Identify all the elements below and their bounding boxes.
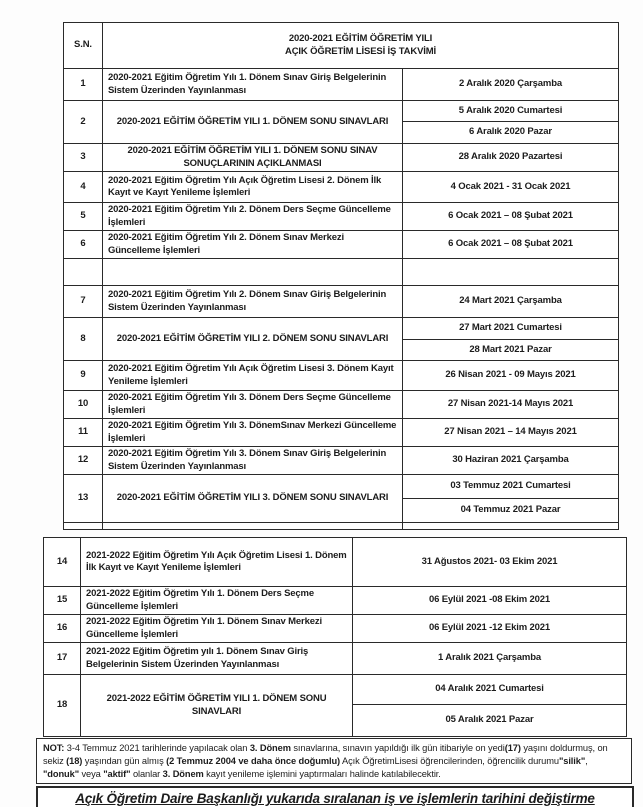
row-number-cell: 7: [64, 286, 103, 318]
activity-cell: 2020-2021 Eğitim Öğretim Yılı 1. Dönem Sınav Giriş Belgelerinin Sistem Üzerinden Yayınlanması: [103, 69, 403, 101]
activity-cell: 2021-2022 Eğitim Öğretim Yılı 1. Dönem Sınav Merkezi Güncelleme İşlemleri: [81, 615, 353, 643]
table-row: [64, 286, 619, 318]
empty-cell: [103, 523, 403, 530]
date-cell: 27 Nisan 2021 – 14 Mayıs 2021: [403, 419, 619, 447]
empty-cell: [403, 523, 619, 530]
row-number-cell: 14: [44, 538, 81, 587]
row-number-cell: 13: [64, 475, 103, 523]
row-number-cell: 5: [64, 203, 103, 231]
date-cell: 5 Aralık 2020 Cumartesi: [403, 101, 619, 122]
activity-cell: 2021-2022 Eğitim Öğretim Yılı 1. Dönem Ders Seçme Güncelleme İşlemleri: [81, 587, 353, 615]
activity-cell: 2020-2021 EĞİTİM ÖĞRETİM YILI 3. DÖNEM SONU SINAVLARI: [103, 475, 403, 523]
activity-cell: 2021-2022 Eğitim Öğretim Yılı Açık Öğretim Lisesi 1. Dönem İlk Kayıt ve Kayıt Yenileme İşlemleri: [81, 538, 353, 587]
table-header-row: [64, 23, 619, 69]
table-row: [64, 419, 619, 447]
date-cell: 06 Eylül 2021 -12 Ekim 2021: [353, 615, 627, 643]
activity-cell: 2020-2021 Eğitim Öğretim Yılı 3. Dönem Sınav Giriş Belgelerinin Sistem Üzerinden Yayınlanması: [103, 447, 403, 475]
table-row: [44, 675, 627, 705]
date-cell: 06 Eylül 2021 -08 Ekim 2021: [353, 587, 627, 615]
table-row: [64, 231, 619, 259]
note-label: NOT:: [43, 743, 65, 753]
activity-cell: 2020-2021 Eğitim Öğretim Yılı 2. Dönem Sınav Giriş Belgelerinin Sistem Üzerinden Yayınlanması: [103, 286, 403, 318]
footer-banner: [36, 786, 634, 807]
empty-cell: [64, 259, 103, 286]
calendar-table-2020-2021: [63, 22, 619, 530]
row-number-cell: 15: [44, 587, 81, 615]
date-cell: 28 Aralık 2020 Pazartesi: [403, 144, 619, 172]
table-row: [64, 172, 619, 203]
empty-cell: [103, 259, 403, 286]
table-row: [64, 203, 619, 231]
empty-cell: [403, 259, 619, 286]
date-cell: 27 Mart 2021 Cumartesi: [403, 318, 619, 340]
calendar-title-cell: [103, 23, 619, 69]
activity-cell: 2020-2021 Eğitim Öğretim Yılı 3. DönemSınav Merkezi Güncelleme İşlemleri: [103, 419, 403, 447]
activity-cell: 2020-2021 Eğitim Öğretim Yılı 2. Dönem Ders Seçme Güncelleme İşlemleri: [103, 203, 403, 231]
row-number-cell: 16: [44, 615, 81, 643]
row-number-cell: 9: [64, 361, 103, 391]
row-number-cell: 17: [44, 643, 81, 675]
row-number-cell: 10: [64, 391, 103, 419]
empty-cell: [64, 523, 103, 530]
date-cell: 6 Ocak 2021 – 08 Şubat 2021: [403, 231, 619, 259]
date-cell: 27 Nisan 2021-14 Mayıs 2021: [403, 391, 619, 419]
activity-cell: 2020-2021 EĞİTİM ÖĞRETİM YILI 2. DÖNEM SONU SINAVLARI: [103, 318, 403, 361]
activity-cell: 2020-2021 EĞİTİM ÖĞRETİM YILI 1. DÖNEM SONU SINAVLARI: [103, 101, 403, 144]
date-cell: 6 Ocak 2021 – 08 Şubat 2021: [403, 203, 619, 231]
table-row: [64, 144, 619, 172]
calendar-title-line1: 2020-2021 EĞİTİM ÖĞRETİM YILI: [288, 33, 433, 44]
serial-header-cell: S.N.: [64, 23, 103, 69]
empty-row: [64, 259, 619, 286]
date-cell: 26 Nisan 2021 - 09 Mayıs 2021: [403, 361, 619, 391]
table-row: [64, 101, 619, 122]
activity-cell: 2020-2021 Eğitim Öğretim Yılı 3. Dönem Ders Seçme Güncelleme İşlemleri: [103, 391, 403, 419]
footer-title: Açık Öğretim Daire Başkanlığı yukarıda sıralanan iş ve işlemlerin tarihini değiştirme: [75, 791, 595, 806]
row-number-cell: 11: [64, 419, 103, 447]
calendar-table-2021-2022: [43, 537, 627, 737]
date-cell: 03 Temmuz 2021 Cumartesi: [403, 475, 619, 499]
table-row: [44, 587, 627, 615]
date-cell: 28 Mart 2021 Pazar: [403, 340, 619, 361]
date-cell: 6 Aralık 2020 Pazar: [403, 122, 619, 144]
row-number-cell: 18: [44, 675, 81, 737]
table-row: [64, 69, 619, 101]
row-number-cell: 4: [64, 172, 103, 203]
date-cell: 30 Haziran 2021 Çarşamba: [403, 447, 619, 475]
table-row: [44, 615, 627, 643]
table-row: [64, 318, 619, 340]
activity-cell: 2020-2021 Eğitim Öğretim Yılı 2. Dönem Sınav Merkezi Güncelleme İşlemleri: [103, 231, 403, 259]
activity-cell: 2020-2021 Eğitim Öğretim Yılı Açık Öğretim Lisesi 3. Dönem Kayıt Yenileme İşlemleri: [103, 361, 403, 391]
table-row: [44, 538, 627, 587]
row-number-cell: 2: [64, 101, 103, 144]
row-number-cell: 12: [64, 447, 103, 475]
row-number-cell: 8: [64, 318, 103, 361]
table-row: [64, 391, 619, 419]
table-row: [64, 447, 619, 475]
row-number-cell: 3: [64, 144, 103, 172]
date-cell: 1 Aralık 2021 Çarşamba: [353, 643, 627, 675]
date-cell: 04 Aralık 2021 Cumartesi: [353, 675, 627, 705]
activity-cell: 2021-2022 Eğitim Öğretim yılı 1. Dönem Sınav Giriş Belgelerinin Sistem Üzerinden Yayınlanması: [81, 643, 353, 675]
table-row: [64, 475, 619, 499]
calendar-title-line2: AÇIK ÖĞRETİM LİSESİ İŞ TAKVİMİ: [284, 45, 437, 57]
note-box: NOT: 3-4 Temmuz 2021 tarihlerinde yapılacak olan 3. Dönem sınavlarına, sınavın yapıldığı ilk gün itibariyle on yedi(17) yaşını doldurmuş, on sekiz (18) yaşından gün almış (2 Temmuz 2004 ve daha önce doğumlu) Açık ÖğretimLisesi öğrencilerinden, öğrencilik durumu"silik", "donuk" veya "aktif" olanlar 3. Dönem kayıt yenileme işlemini yaptırmaları halinde katılabilecektir.: [36, 738, 632, 784]
activity-cell: 2020-2021 Eğitim Öğretim Yılı Açık Öğretim Lisesi 2. Dönem İlk Kayıt ve Kayıt Yenileme İşlemleri: [103, 172, 403, 203]
date-cell: 04 Temmuz 2021 Pazar: [403, 499, 619, 523]
date-cell: 31 Ağustos 2021- 03 Ekim 2021: [353, 538, 627, 587]
date-cell: 4 Ocak 2021 - 31 Ocak 2021: [403, 172, 619, 203]
activity-cell: 2020-2021 EĞİTİM ÖĞRETİM YILI 1. DÖNEM SONU SINAV SONUÇLARININ AÇIKLANMASI: [103, 144, 403, 172]
table-row: [44, 643, 627, 675]
row-number-cell: 1: [64, 69, 103, 101]
cutoff-row-sliver: [64, 523, 619, 530]
table-row: [64, 361, 619, 391]
activity-cell: 2021-2022 EĞİTİM ÖĞRETİM YILI 1. DÖNEM SONU SINAVLARI: [81, 675, 353, 737]
row-number-cell: 6: [64, 231, 103, 259]
date-cell: 24 Mart 2021 Çarşamba: [403, 286, 619, 318]
date-cell: 2 Aralık 2020 Çarşamba: [403, 69, 619, 101]
date-cell: 05 Aralık 2021 Pazar: [353, 705, 627, 737]
